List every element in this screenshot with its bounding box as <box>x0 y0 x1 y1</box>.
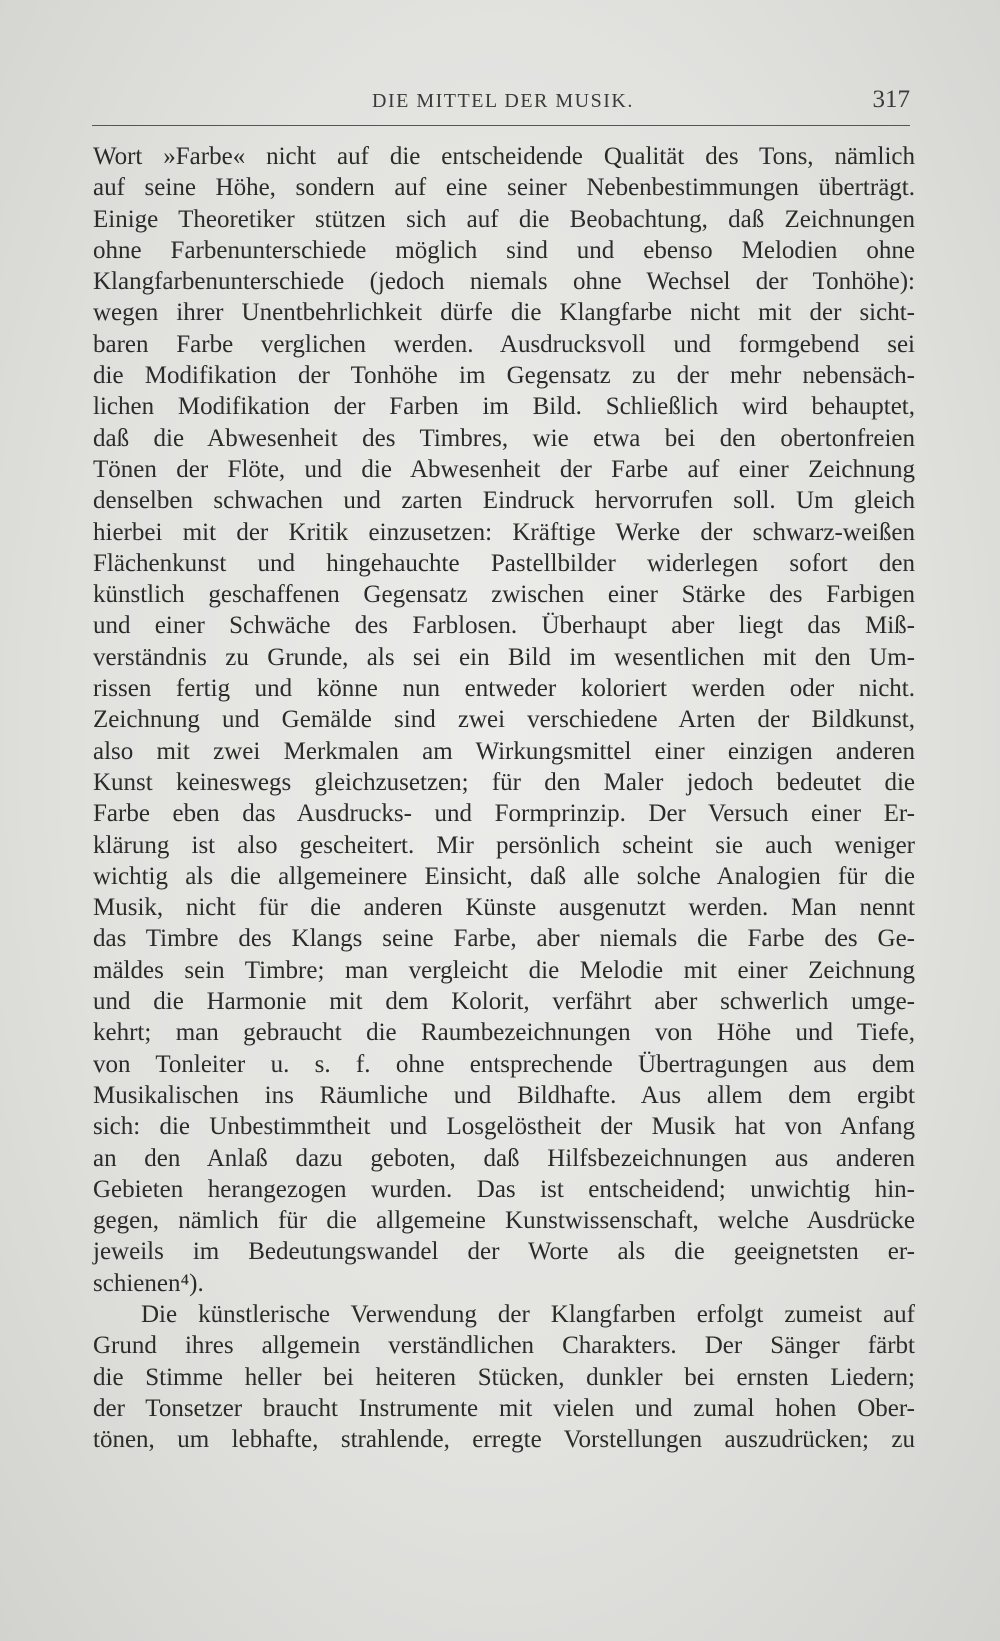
text-line: klärung ist also gescheitert. Mir persönlich scheint sie auch weniger <box>93 831 915 859</box>
text-line: jeweils im Bedeutungswandel der Worte als die geeignetsten er- <box>93 1238 915 1266</box>
text-line: und die Harmonie mit dem Kolorit, verfährt aber schwerlich umge- <box>93 988 915 1016</box>
text-line: das Timbre des Klangs seine Farbe, aber niemals die Farbe des Ge- <box>93 925 915 953</box>
text-line: der Tonsetzer braucht Instrumente mit vielen und zumal hohen Ober- <box>93 1394 915 1422</box>
text-line: lichen Modifikation der Farben im Bild. Schließlich wird behauptet, <box>93 393 915 421</box>
text-line: gegen, nämlich für die allgemeine Kunstwissenschaft, welche Ausdrücke <box>93 1207 915 1235</box>
text-line: sich: die Unbestimmtheit und Losgelöstheit der Musik hat von Anfang <box>93 1113 915 1141</box>
text-line: Gebieten herangezogen wurden. Das ist entscheidend; unwichtig hin- <box>93 1175 915 1203</box>
text-line: denselben schwachen und zarten Eindruck hervorrufen soll. Um gleich <box>93 487 915 515</box>
text-line: Zeichnung und Gemälde sind zwei verschiedene Arten der Bildkunst, <box>93 706 915 734</box>
running-title: DIE MITTEL DER MUSIK. <box>372 90 634 112</box>
text-line: also mit zwei Merkmalen am Wirkungsmittel einer einzigen anderen <box>93 737 915 765</box>
text-line: tönen, um lebhafte, strahlende, erregte Vorstellungen auszudrücken; zu <box>93 1426 915 1454</box>
text-line: von Tonleiter u. s. f. ohne entsprechende Übertragungen aus dem <box>93 1050 915 1078</box>
text-line: ohne Farbenunterschiede möglich sind und ebenso Melodien ohne <box>93 236 915 264</box>
text-line: Flächenkunst und hingehauchte Pastellbilder widerlegen sofort den <box>93 549 915 577</box>
text-line: die Stimme heller bei heiteren Stücken, dunkler bei ernsten Liedern; <box>93 1363 915 1391</box>
text-line: verständnis zu Grunde, als sei ein Bild im wesentlichen mit den Um- <box>93 643 915 671</box>
text-line: mäldes sein Timbre; man vergleicht die Melodie mit einer Zeichnung <box>93 956 915 984</box>
body-text <box>93 141 915 1455</box>
text-line: kehrt; man gebraucht die Raumbezeichnungen von Höhe und Tiefe, <box>93 1019 915 1047</box>
text-line: Grund ihres allgemein verständlichen Charakters. Der Sänger färbt <box>93 1332 915 1360</box>
header-rule <box>92 125 910 126</box>
text-line: rissen fertig und könne nun entweder koloriert werden oder nicht. <box>93 675 915 703</box>
text-line: Wort »Farbe« nicht auf die entscheidende Qualität des Tons, nämlich <box>93 143 915 170</box>
text-line: baren Farbe verglichen werden. Ausdrucksvoll und formgebend sei <box>93 330 915 358</box>
text-line: wichtig als die allgemeinere Einsicht, daß alle solche Analogien für die <box>93 862 915 890</box>
paragraph-start-line: Die künstlerische Verwendung der Klangfarben erfolgt zumeist auf <box>141 1300 915 1328</box>
text-line: an den Anlaß dazu geboten, daß Hilfsbezeichnungen aus anderen <box>93 1144 915 1172</box>
text-line: Tönen der Flöte, und die Abwesenheit der Farbe auf einer Zeichnung <box>93 455 915 483</box>
page-number: 317 <box>872 86 910 113</box>
running-head <box>92 88 910 120</box>
text-line: Farbe eben das Ausdrucks- und Formprinzip. Der Versuch einer Er- <box>93 800 915 828</box>
text-line: Musikalischen ins Räumliche und Bildhafte. Aus allem dem ergibt <box>93 1081 915 1109</box>
text-line: wegen ihrer Unentbehrlichkeit dürfe die Klangfarbe nicht mit der sicht- <box>93 299 915 327</box>
text-line: Einige Theoretiker stützen sich auf die Beobachtung, daß Zeichnungen <box>93 205 915 233</box>
text-line: künstlich geschaffenen Gegensatz zwischen einer Stärke des Farbigen <box>93 581 915 609</box>
text-line: die Modifikation der Tonhöhe im Gegensatz zu der mehr nebensäch- <box>93 362 915 390</box>
text-line: Kunst keineswegs gleichzusetzen; für den Maler jedoch bedeutet die <box>93 768 915 796</box>
text-line: hierbei mit der Kritik einzusetzen: Kräftige Werke der schwarz-weißen <box>93 518 915 546</box>
paragraph-end-line: schienen⁴). <box>93 1269 204 1297</box>
text-line: und einer Schwäche des Farblosen. Überhaupt aber liegt das Miß- <box>93 612 915 640</box>
text-line: auf seine Höhe, sondern auf eine seiner Nebenbestimmungen überträgt. <box>93 174 915 202</box>
text-line: Musik, nicht für die anderen Künste ausgenutzt werden. Man nennt <box>93 894 915 922</box>
text-line: Klangfarbenunterschiede (jedoch niemals ohne Wechsel der Tonhöhe): <box>93 268 915 296</box>
text-line: daß die Abwesenheit des Timbres, wie etwa bei den obertonfreien <box>93 424 915 452</box>
